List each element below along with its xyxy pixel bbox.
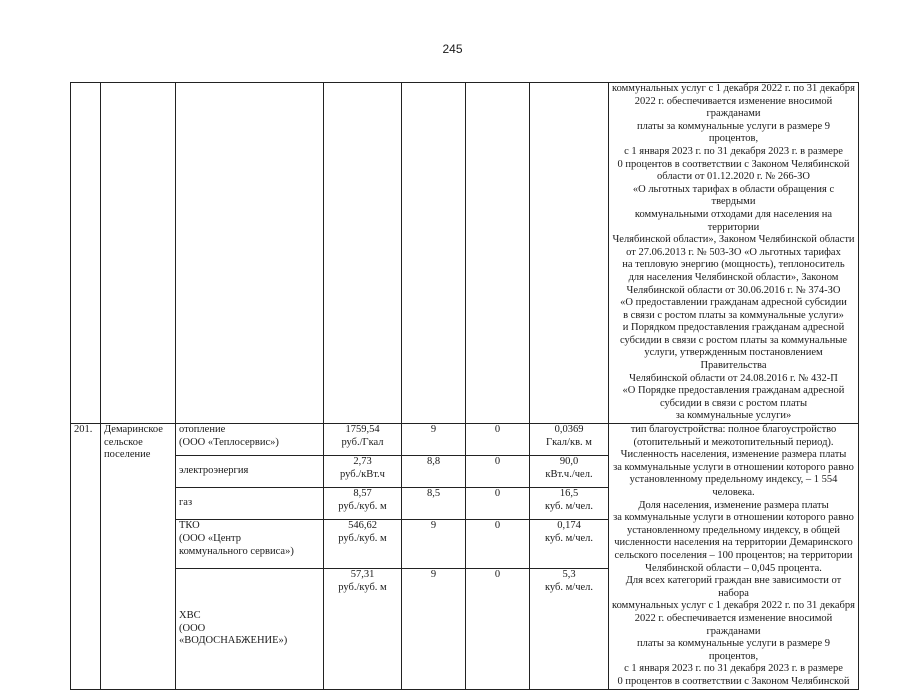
service-volume: 5,3 куб. м/чел.	[530, 569, 609, 689]
service-tariff: 57,31 руб./куб. м	[324, 569, 402, 689]
service-growth: 9	[402, 424, 466, 456]
cell-service-empty	[176, 83, 324, 424]
service-growth: 9	[402, 569, 466, 689]
page-number: 245	[442, 42, 463, 56]
service-name: отопление (ООО «Теплосервис»)	[176, 424, 324, 456]
service-growth: 8,5	[402, 488, 466, 520]
service-name: электроэнергия	[176, 456, 324, 488]
service-change: 0	[466, 569, 530, 689]
service-change: 0	[466, 424, 530, 456]
service-change: 0	[466, 456, 530, 488]
cell-settlement-empty	[101, 83, 176, 424]
row-number: 201.	[71, 424, 101, 689]
table-row	[71, 424, 859, 456]
service-tariff: 8,57 руб./куб. м	[324, 488, 402, 520]
row-notes: тип благоустройства: полное благоустройство (отопительный и межотопительный период). Численность населения, изменение размера платы за коммунальные услуги в отношении которого равно установленному предельному индексу, – 1 554 человека. Доля населения, изменение размера платы за коммунальные услуги в отношении которого равно установленному предельному индексу, в общей численности населения на территории Демаринского сельского поселения – 100 процентов; на территории Челябинской области – 0,045 процента. Для всех категорий граждан вне зависимости от набора коммунальных услуг с 1 декабря 2022 г. по 31 декабря 2022 г. обеспечивается изменение вносимой гражданами платы за коммунальные услуги в размере 9 процентов, с 1 января 2023 г. по 31 декабря 2023 г. в размере 0 процентов в соответствии с Законом Челябинской	[609, 424, 859, 689]
continuation-text: коммунальных услуг с 1 декабря 2022 г. по 31 декабря 2022 г. обеспечивается изменение вносимой гражданами платы за коммунальные услуги в размере 9 процентов, с 1 января 2023 г. по 31 декабря 2023 г. в размере 0 процентов в соответствии с Законом Челябинской области от 01.12.2020 г. № 266-ЗО «О льготных тарифах в области обращения с твердыми коммунальными отходами для населения на территории Челябинской области», Законом Челябинской области от 27.06.2013 г. № 503-ЗО «О льготных тарифах на тепловую энергию (мощность), теплоноситель для населения Челябинской области», Законом Челябинской области от 30.06.2016 г. № 374-ЗО «О предоставлении гражданам адресной субсидии в связи с ростом платы за коммунальные услуги» и Порядком предоставления гражданам адресной субсидии в связи с ростом платы за коммунальные услуги, утвержденным постановлением Правительства Челябинской области от 24.08.2016 г. № 432-П «О Порядке предоставления гражданам адресной субсидии в связи с ростом платы за коммунальные услуги»	[609, 83, 859, 424]
cell-tariff-empty	[324, 83, 402, 424]
service-change: 0	[466, 488, 530, 520]
service-volume: 90,0 кВт.ч./чел.	[530, 456, 609, 488]
cell-growth-empty	[402, 83, 466, 424]
service-name: газ	[176, 488, 324, 520]
service-volume: 0,174 куб. м/чел.	[530, 520, 609, 569]
service-tariff: 1759,54 руб./Гкал	[324, 424, 402, 456]
service-volume: 0,0369 Гкал/кв. м	[530, 424, 609, 456]
service-growth: 8,8	[402, 456, 466, 488]
cell-number-empty	[71, 83, 101, 424]
service-name: ХВС (ООО «ВОДОСНАБЖЕНИЕ»)	[176, 569, 324, 689]
cell-change-empty	[466, 83, 530, 424]
service-growth: 9	[402, 520, 466, 569]
continuation-row	[71, 83, 859, 424]
service-tariff: 2,73 руб./кВт.ч	[324, 456, 402, 488]
service-volume: 16,5 куб. м/чел.	[530, 488, 609, 520]
tariff-table	[70, 82, 859, 690]
service-name: ТКО (ООО «Центр коммунального сервиса»)	[176, 520, 324, 569]
cell-volume-empty	[530, 83, 609, 424]
settlement-name: Демаринское сельское поселение	[101, 424, 176, 689]
service-change: 0	[466, 520, 530, 569]
service-tariff: 546,62 руб./куб. м	[324, 520, 402, 569]
